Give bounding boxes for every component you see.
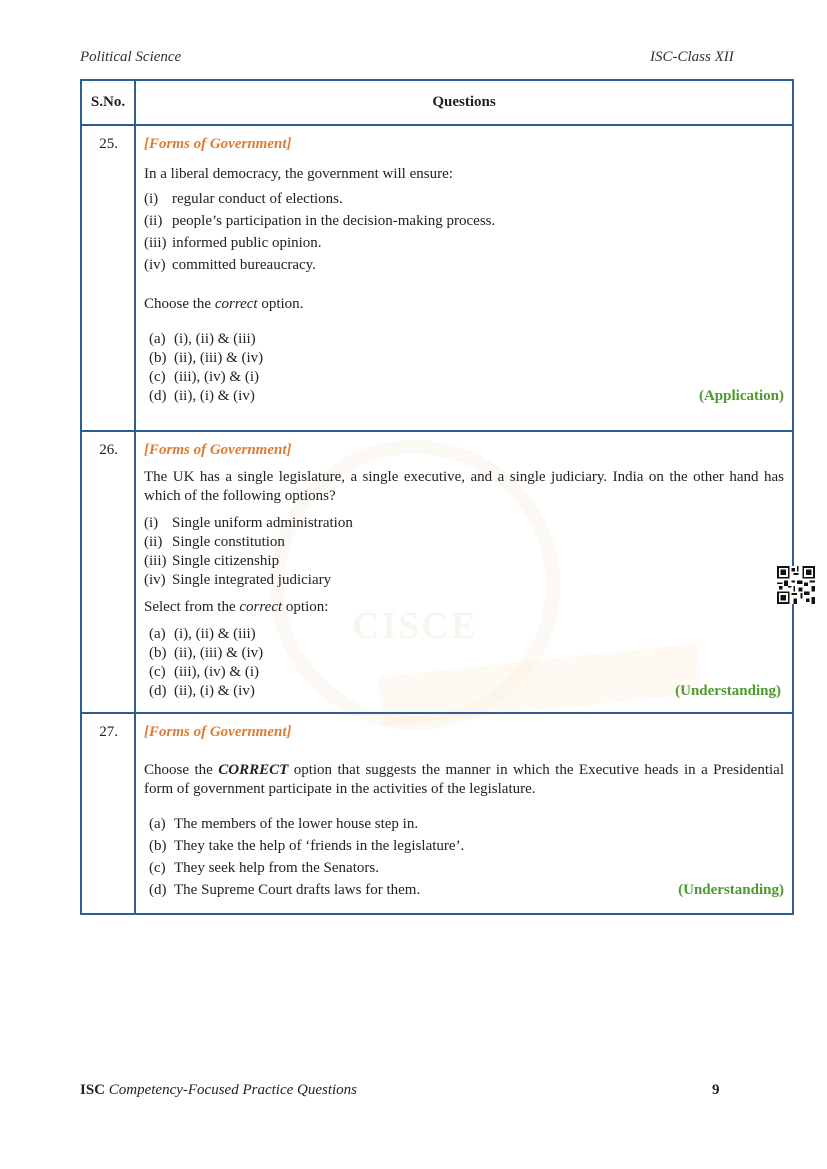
running-header-subject: Political Science	[80, 49, 182, 65]
answer-option-d: (d) (ii), (i) & (iv) (Application)	[149, 388, 784, 404]
answer-option-a: (a) (i), (ii) & (iii)	[149, 331, 256, 347]
question-stem: In a liberal democracy, the government will ensure:	[144, 166, 453, 182]
question-stem: Choose the CORRECT option that suggests the manner in which the Executive heads in a Presidential form of government participate in the activities of the legislature.	[144, 762, 785, 797]
question-cell	[135, 125, 793, 431]
table-header-row	[81, 80, 793, 125]
question-number: 25.	[81, 125, 135, 431]
answer-option-c: (c) (iii), (iv) & (i)	[149, 664, 259, 680]
statement-item: (ii) people’s participation in the decision-making process.	[144, 213, 496, 229]
answer-option-d: (d) (ii), (i) & (iv) (Understanding)	[149, 683, 781, 699]
answer-options	[144, 815, 784, 900]
page-footer	[80, 1082, 357, 1099]
table-row	[81, 713, 793, 914]
question-stem: The UK has a single legislature, a single executive, and a single judiciary. India on the other hand has which of the following options?	[144, 469, 784, 504]
question-topic: [Forms of Government]	[144, 136, 292, 152]
statement-list	[144, 514, 784, 590]
answer-option-b: (b) (ii), (iii) & (iv)	[149, 645, 264, 661]
footer-subtitle: Competency-Focused Practice Questions	[108, 1082, 358, 1098]
question-number: 26.	[81, 431, 135, 713]
table-row	[81, 431, 793, 713]
question-instruction: Choose the correct option.	[144, 296, 304, 312]
statement-item: (i) Single uniform administration	[144, 515, 353, 531]
statement-item: (ii) Single constitution	[144, 534, 285, 550]
question-topic: [Forms of Government]	[144, 724, 292, 740]
answer-options	[144, 330, 784, 406]
answer-option-c: (c) (iii), (iv) & (i)	[149, 369, 259, 385]
cognitive-level-tag: (Understanding)	[678, 882, 784, 898]
answer-option-c: (c) They seek help from the Senators.	[149, 860, 379, 876]
question-cell	[135, 713, 793, 914]
running-header-class: ISC-Class XII	[650, 49, 734, 65]
answer-options	[144, 625, 784, 701]
statement-item: (iii) Single citizenship	[144, 553, 280, 569]
questions-table	[80, 79, 794, 915]
column-header-questions: Questions	[135, 80, 793, 125]
answer-option-d: (d) The Supreme Court drafts laws for them. (Understanding)	[149, 882, 784, 898]
question-topic: [Forms of Government]	[144, 442, 292, 458]
statement-item: (iv) committed bureaucracy.	[144, 257, 316, 273]
statement-item: (i) regular conduct of elections.	[144, 191, 343, 207]
question-instruction: Select from the correct option:	[144, 599, 329, 615]
cognitive-level-tag: (Understanding)	[675, 683, 781, 699]
table-row	[81, 125, 793, 431]
column-header-sno: S.No.	[81, 80, 135, 125]
question-number: 27.	[81, 713, 135, 914]
statement-list	[144, 190, 784, 275]
answer-option-b: (b) They take the help of ‘friends in the legislature’.	[149, 838, 465, 854]
statement-item: (iv) Single integrated judiciary	[144, 572, 332, 588]
page-number: 9	[712, 1082, 720, 1098]
answer-option-a: (a) (i), (ii) & (iii)	[149, 626, 256, 642]
cognitive-level-tag: (Application)	[698, 388, 784, 404]
answer-option-b: (b) (ii), (iii) & (iv)	[149, 350, 264, 366]
statement-item: (iii) informed public opinion.	[144, 235, 322, 251]
qr-code-icon[interactable]	[777, 566, 815, 604]
footer-brand: ISC	[80, 1082, 106, 1098]
cisce-watermark: CISCE	[270, 440, 560, 730]
question-cell	[135, 431, 793, 713]
answer-option-a: (a) The members of the lower house step in.	[149, 816, 419, 832]
